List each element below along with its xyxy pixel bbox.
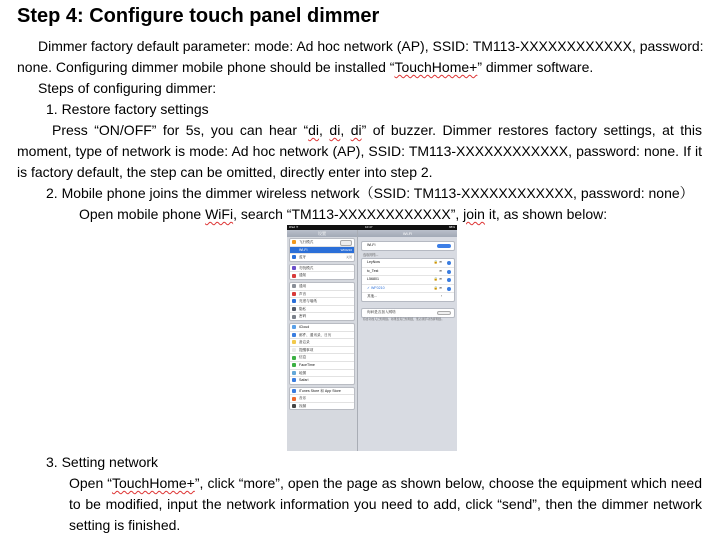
sidebar-item[interactable] (290, 290, 354, 298)
sidebar-item[interactable] (290, 361, 354, 369)
sidebar-item-label: FaceTime (299, 362, 315, 367)
sidebar-item-label: 隐私 (299, 306, 307, 311)
sidebar-item-label: 勿扰模式 (299, 265, 314, 270)
wifi-toggle-row[interactable] (362, 242, 454, 250)
sidebar-item-label: 备忘录 (299, 340, 310, 345)
sidebar-item-label: 视频 (299, 403, 307, 408)
sidebar-item[interactable] (290, 402, 354, 410)
wifi-detail-pane (358, 230, 457, 451)
sidebar-item[interactable] (290, 324, 354, 331)
step1-heading: 1. Restore factory settings (46, 101, 209, 117)
network-name: L56801 (367, 277, 379, 281)
settings-sidebar (287, 230, 358, 451)
choose-network-label: 选取网络... (363, 253, 379, 257)
sidebar-item[interactable] (290, 376, 354, 384)
sidebar-item[interactable] (290, 346, 354, 354)
app-name: TouchHome+ (394, 59, 478, 75)
settings-item-icon (292, 292, 296, 296)
step1-line1-text-b: ” of buzzer. Dimmer restores factory settings, at this (361, 122, 703, 138)
ask-join-toggle[interactable] (437, 311, 451, 316)
network-name: ✓ WF0210 (367, 285, 385, 290)
step3-heading: 3. Setting network (46, 454, 159, 470)
step3-line3: setting is finished. (69, 517, 181, 533)
app-name-2: TouchHome+ (111, 475, 195, 491)
step3-line1-text-b: ”, click “more”, open the page as shown below, choose the equipment which need (194, 475, 702, 491)
settings-item-icon (292, 371, 296, 375)
sidebar-item-label: iTunes Store 和 App Store (299, 388, 341, 393)
wifi-toggle-label: Wi-Fi (367, 243, 376, 247)
settings-item-icon (292, 240, 296, 244)
sidebar-item-label: 信息 (299, 355, 307, 360)
network-name: tc_Test (367, 268, 379, 273)
step1-sep1: , (319, 122, 330, 138)
sidebar-item[interactable] (290, 265, 354, 272)
sidebar-item[interactable] (290, 246, 354, 254)
sidebar-group (289, 238, 355, 262)
buzzer-sound-2: di (329, 122, 341, 138)
sidebar-item-label: 蓝牙 (299, 255, 307, 260)
sidebar-item-label: 音乐 (299, 396, 307, 401)
detail-title: Wi-Fi (358, 230, 457, 237)
sidebar-item[interactable] (290, 394, 354, 402)
sidebar-item[interactable] (290, 369, 354, 377)
para1-line2-text-a: none. Configuring dimmer mobile phone should be installed “ (17, 59, 395, 75)
sidebar-item-label: 提醒事项 (299, 347, 314, 352)
sidebar-item-label: Safari (299, 378, 309, 383)
settings-item-icon (292, 284, 296, 288)
buzzer-sound-1: di (308, 122, 320, 138)
wifi-signal-icon: ≋ (439, 268, 442, 273)
sidebar-item[interactable] (290, 305, 354, 313)
status-left: iPad ✈ (289, 225, 299, 229)
settings-item-icon (292, 389, 296, 393)
settings-item-icon (292, 397, 296, 401)
sidebar-item-label: 通知 (299, 273, 307, 278)
step1-sep2: , (340, 122, 351, 138)
sidebar-groups (287, 238, 357, 410)
info-icon[interactable] (447, 287, 451, 291)
buzzer-sound-3: di (350, 122, 362, 138)
wifi-word: WiFi (205, 206, 234, 222)
sidebar-item[interactable] (290, 312, 354, 320)
network-row[interactable] (362, 284, 454, 293)
sidebar-item[interactable] (290, 353, 354, 361)
network-row[interactable] (362, 275, 454, 284)
sidebar-item-label: 密码 (299, 314, 307, 319)
settings-item-icon (292, 378, 296, 382)
settings-item-icon (292, 248, 296, 252)
step3-line2: to be modified, input the network information you need to add, click “send”, then the dimmer network (69, 496, 702, 512)
network-list (361, 258, 455, 302)
sidebar-item[interactable] (290, 388, 354, 395)
network-row[interactable] (362, 259, 454, 267)
sidebar-item-label: 声音 (299, 291, 307, 296)
sidebar-item-value: WF0210 (340, 247, 352, 252)
settings-item-icon (292, 404, 296, 408)
settings-item-icon (292, 356, 296, 360)
wifi-signal-icon: › (440, 294, 442, 298)
status-battery: 88% (448, 225, 455, 229)
status-time: 10:47 (365, 225, 373, 229)
step2-text-c: it, as shown below: (484, 206, 608, 222)
settings-item-icon (292, 333, 296, 337)
step2-line (79, 206, 607, 223)
para1-line1: Dimmer factory default parameter: mode: Ad hoc network (AP), SSID: TM113-XXXXXXXXXXXX, password: (38, 38, 704, 54)
info-icon[interactable] (447, 278, 451, 282)
step1-line1-text-a: Press “ON/OFF” for 5s, you can hear “ (52, 122, 309, 138)
settings-item-icon (292, 307, 296, 311)
settings-item-icon (292, 266, 296, 270)
network-name: LeyNow (367, 260, 380, 264)
para1-line2-text-b: ” dimmer software. (477, 59, 594, 75)
sidebar-item[interactable] (290, 271, 354, 279)
settings-item-icon (292, 325, 296, 329)
page-title: Step 4: Configure touch panel dimmer (17, 5, 380, 27)
steps-heading: Steps of configuring dimmer: (38, 80, 217, 96)
ask-join-row[interactable] (362, 309, 454, 317)
step1-line1 (52, 122, 702, 139)
sidebar-title: 设置 (287, 230, 357, 237)
sidebar-group (289, 264, 355, 280)
settings-item-icon (292, 340, 296, 344)
sidebar-item[interactable] (290, 297, 354, 305)
sidebar-item-label: 飞行模式 (299, 240, 314, 244)
para1-line2 (17, 59, 593, 76)
step1-line2: moment, type of network is mode: Ad hoc network (AP), SSID: TM113-XXXXXXXXXXXX, password: none. If it (17, 143, 702, 159)
step2-text-b: , search “TM113-XXXXXXXXXXXX”, (233, 206, 464, 222)
step3-line1-text-a: Open “ (69, 475, 112, 491)
sidebar-item-label: 亮度与墙纸 (299, 299, 317, 304)
wifi-signal-icon: 🔒 ≋ (433, 260, 442, 264)
wifi-toggle-card (361, 241, 455, 251)
settings-item-icon (292, 274, 296, 278)
sidebar-item-value: 关闭 (345, 255, 352, 260)
sidebar-item[interactable] (290, 338, 354, 346)
sidebar-item-label: 地图 (299, 370, 307, 375)
ask-join-desc: 将自动加入已知网络。如果没有已知网络，您必须手动选择网络。 (363, 317, 445, 321)
step1-line3: is factory default, the step can be omitted, directly enter into step 2. (17, 164, 433, 180)
sidebar-item[interactable] (290, 253, 354, 261)
sidebar-item-label: 通用 (299, 283, 307, 288)
settings-item-icon (292, 363, 296, 367)
settings-item-icon (292, 299, 296, 303)
sidebar-item[interactable] (290, 283, 354, 290)
ask-join-label: 询问是否加入网络 (367, 310, 396, 314)
step2-heading: 2. Mobile phone joins the dimmer wireless network（SSID: TM113-XXXXXXXXXXXX, password: none） (46, 185, 694, 201)
settings-item-icon (292, 255, 296, 259)
settings-item-icon (292, 348, 296, 352)
join-word: join (463, 206, 485, 222)
network-name: 其他... (367, 294, 378, 298)
sidebar-group (289, 282, 355, 321)
wifi-signal-icon: 🔒 ≋ (433, 277, 442, 281)
sidebar-item[interactable] (290, 331, 354, 339)
sidebar-group (289, 323, 355, 385)
settings-item-icon (292, 315, 296, 319)
sidebar-item-label: 邮件、通讯录、日历 (299, 332, 332, 337)
sidebar-group (289, 387, 355, 411)
step2-text-a: Open mobile phone (79, 206, 206, 222)
network-row[interactable] (362, 267, 454, 276)
network-row[interactable] (362, 292, 454, 301)
wifi-settings-screenshot (287, 225, 457, 451)
sidebar-item-label: Wi-Fi (299, 247, 308, 252)
sidebar-item-label: iCloud (299, 324, 310, 329)
info-icon[interactable] (447, 261, 451, 265)
wifi-toggle[interactable] (437, 244, 451, 249)
step3-line1 (69, 475, 702, 492)
sidebar-item[interactable] (290, 239, 354, 246)
wifi-signal-icon: 🔒 ≋ (433, 285, 442, 290)
info-icon[interactable] (447, 270, 451, 274)
